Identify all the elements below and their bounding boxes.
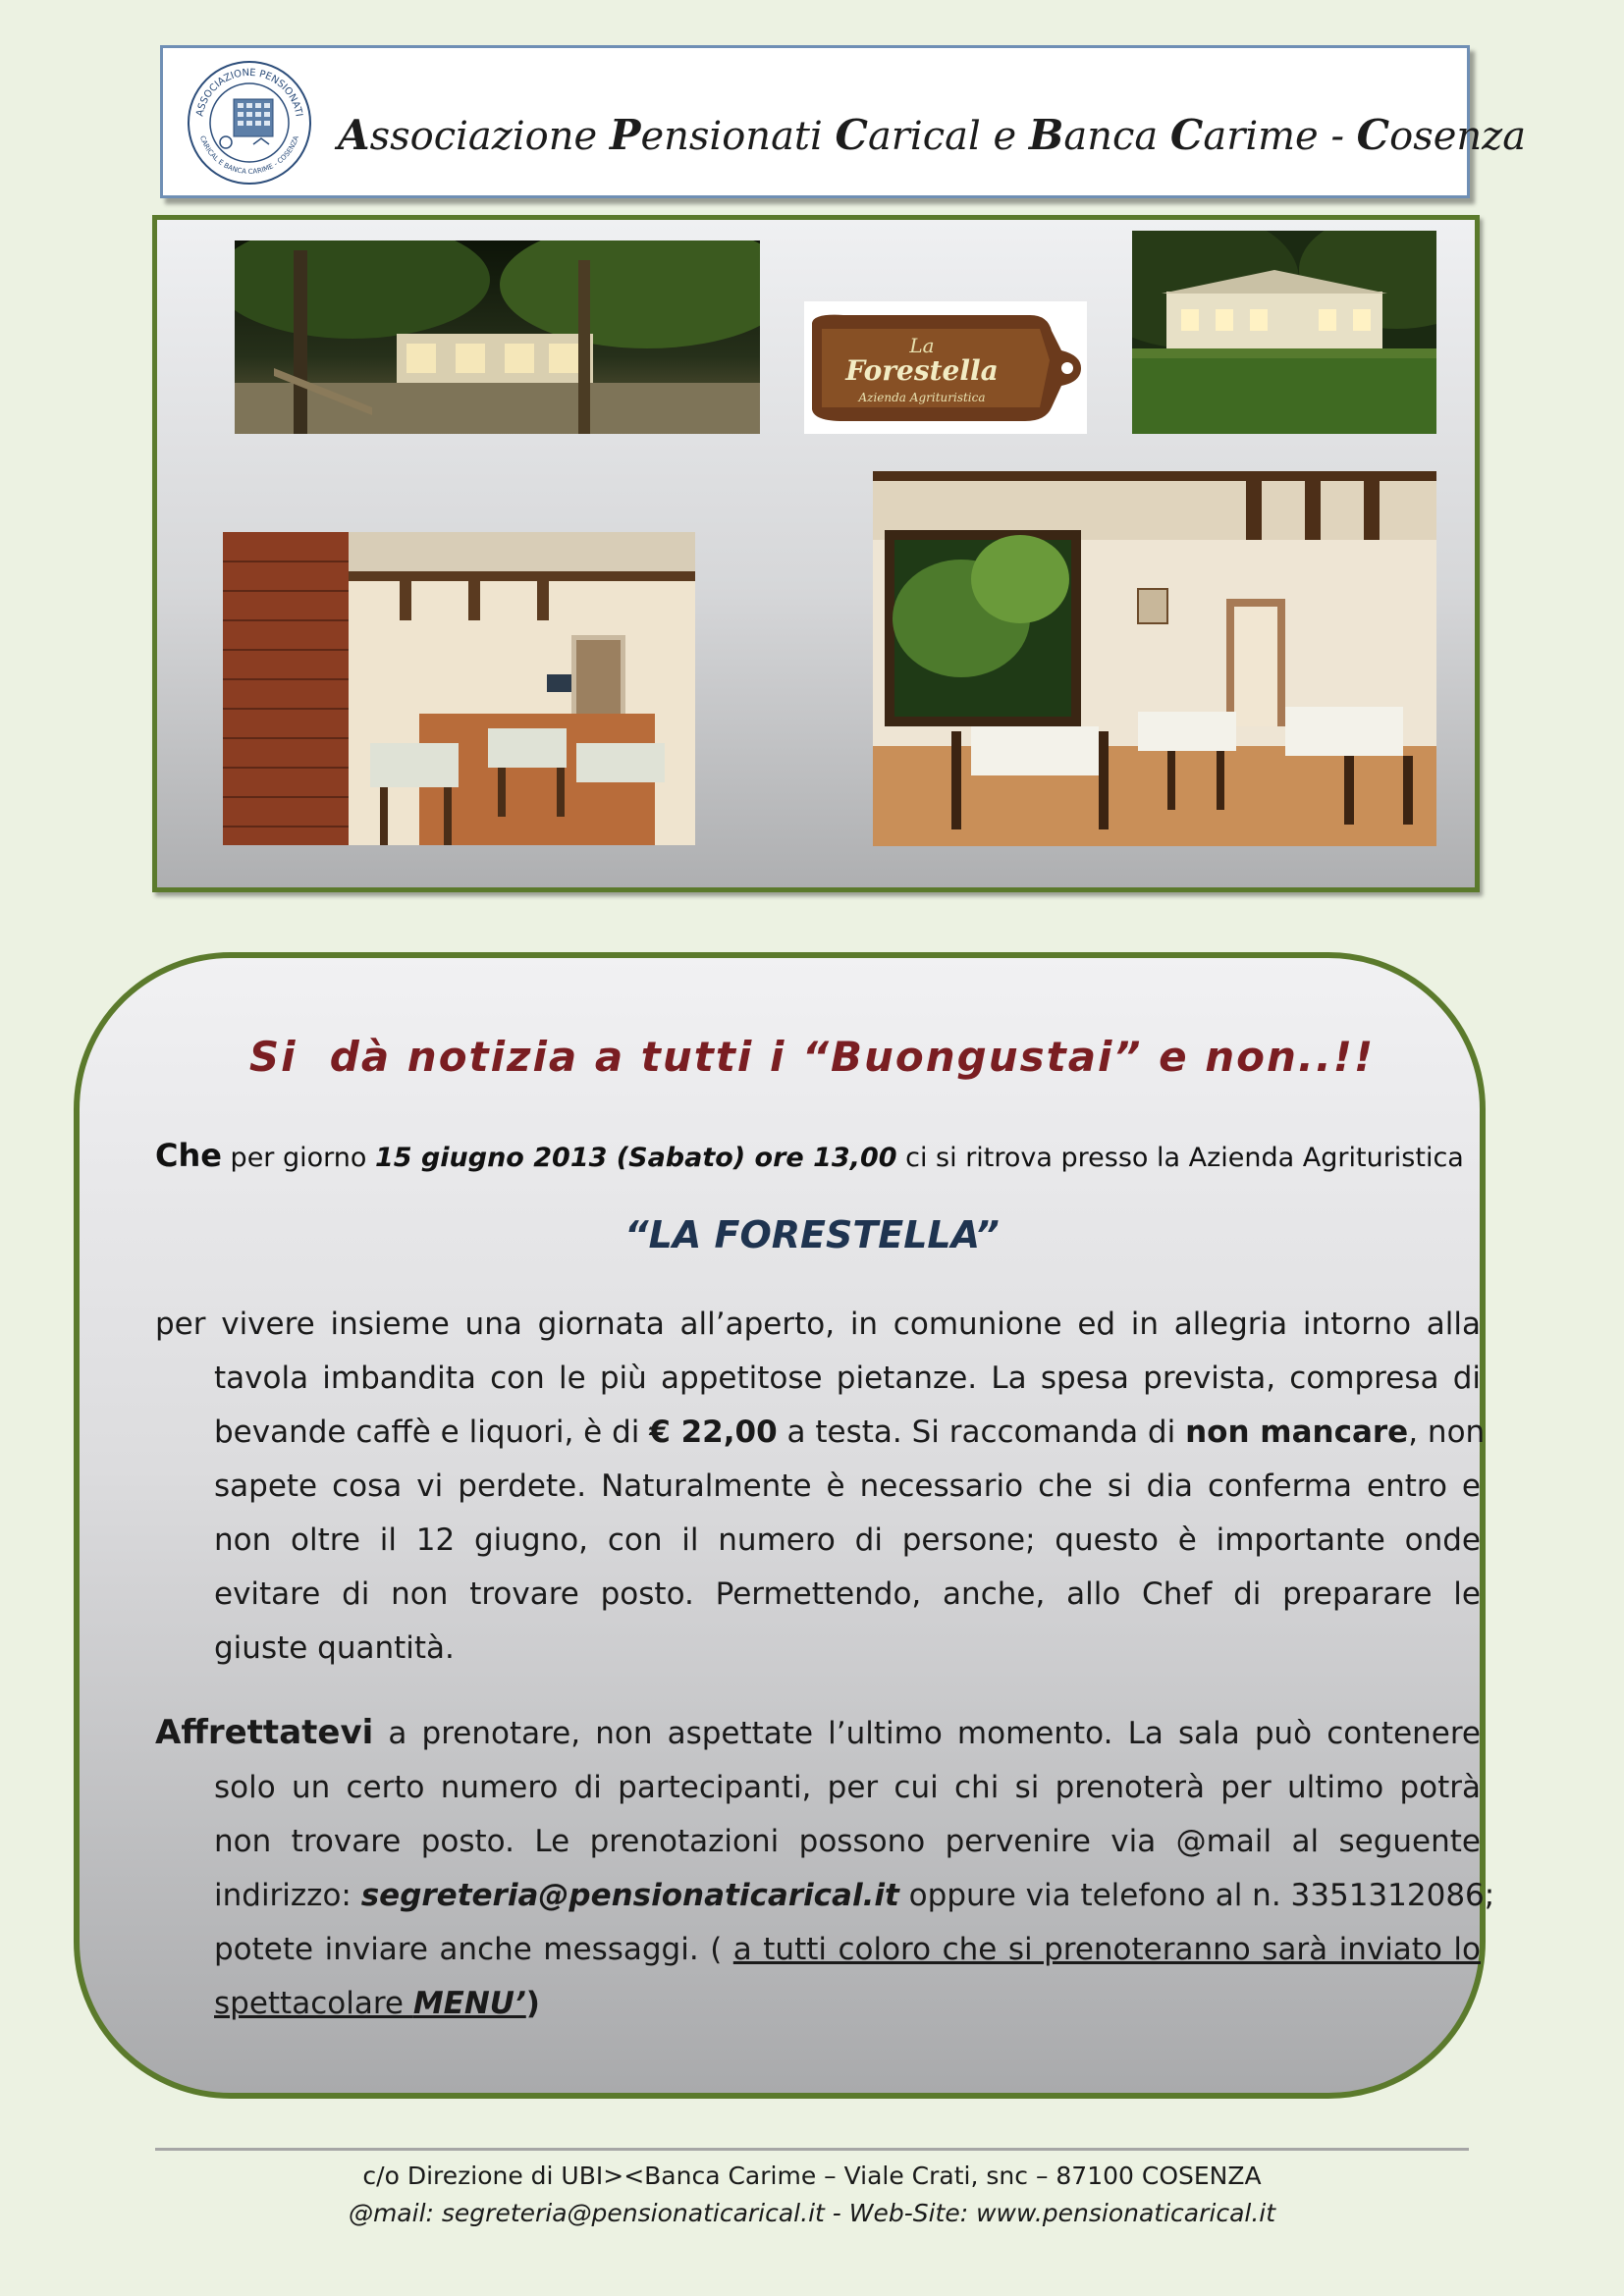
footer-address: c/o Direzione di UBI><Banca Carime – Viale Crati, snc – 87100 COSENZA [362,2162,1262,2190]
footer-divider [155,2148,1469,2151]
association-logo [185,58,314,187]
header-box [160,45,1527,198]
footer-contacts: @mail: segreteria@pensionaticarical.it - Web-Site: www.pensionaticarical.it [348,2199,1276,2227]
logo-word-la: La [909,334,935,357]
paragraph-booking: Affrettatevi a prenotare, non aspettate l’ultimo momento. La sala può contenere solo un certo numero di partecipanti, per cui chi si prenoterà per ultimo potrà non trovare posto. Le prenotazioni possono pervenire via @mail al seguente indirizzo: segreteria@pensionaticarical.it oppure via telefono al n. 3351312086; potete inviare anche messaggi. ( a tutti coloro che si prenoteranno sarà inviato lo spettacolare MENU’) [155,1713,1495,2021]
photo-forestella-logo [804,301,1087,434]
photo-dining-room [873,471,1436,846]
paragraph-details: per vivere insieme una giornata all’aperto, in comunione ed in allegria intorno alla tavola imbandita con le più appetitose pietanze. La spesa prevista, compresa di bevande caffè e liquori, è di € 22,00 a testa. Si raccomanda di non mancare, non sapete cosa vi perdete. Naturalmente è necessario che si dia conferma entro e non oltre il 12 giugno, con il numero di persone; questo è importante onde evitare di non trovare posto. Permettendo, anche, allo Chef di preparare le giuste quantità. [155,1307,1486,1666]
venue-name: “LA FORESTELLA” [624,1213,1000,1256]
logo-text-bottom: CARICAL E BANCA CARIME - COSENZA [198,134,300,177]
notice-title: Si dà notizia a tutti i “Buongustai” e non..!! [248,1033,1376,1081]
logo-text-top: ASSOCIAZIONE PENSIONATI [194,67,304,118]
photo-exterior-garden [235,240,760,434]
header-title: Associazione Pensionati Carical e Banca Carime - Cosenza [338,111,1527,159]
photo-building-dusk [1132,231,1436,434]
logo-word-forestella: Forestella [845,354,999,387]
logo-word-azienda: Azienda Agrituristica [858,391,986,404]
photo-interior-hall [223,532,695,845]
event-date-line: Che per giorno 15 giugno 2013 (Sabato) ore 13,00 ci si ritrova presso la Azienda Agrituristica [155,1137,1464,1174]
contact-email: segreteria@pensionaticarical.it [360,1878,899,1913]
